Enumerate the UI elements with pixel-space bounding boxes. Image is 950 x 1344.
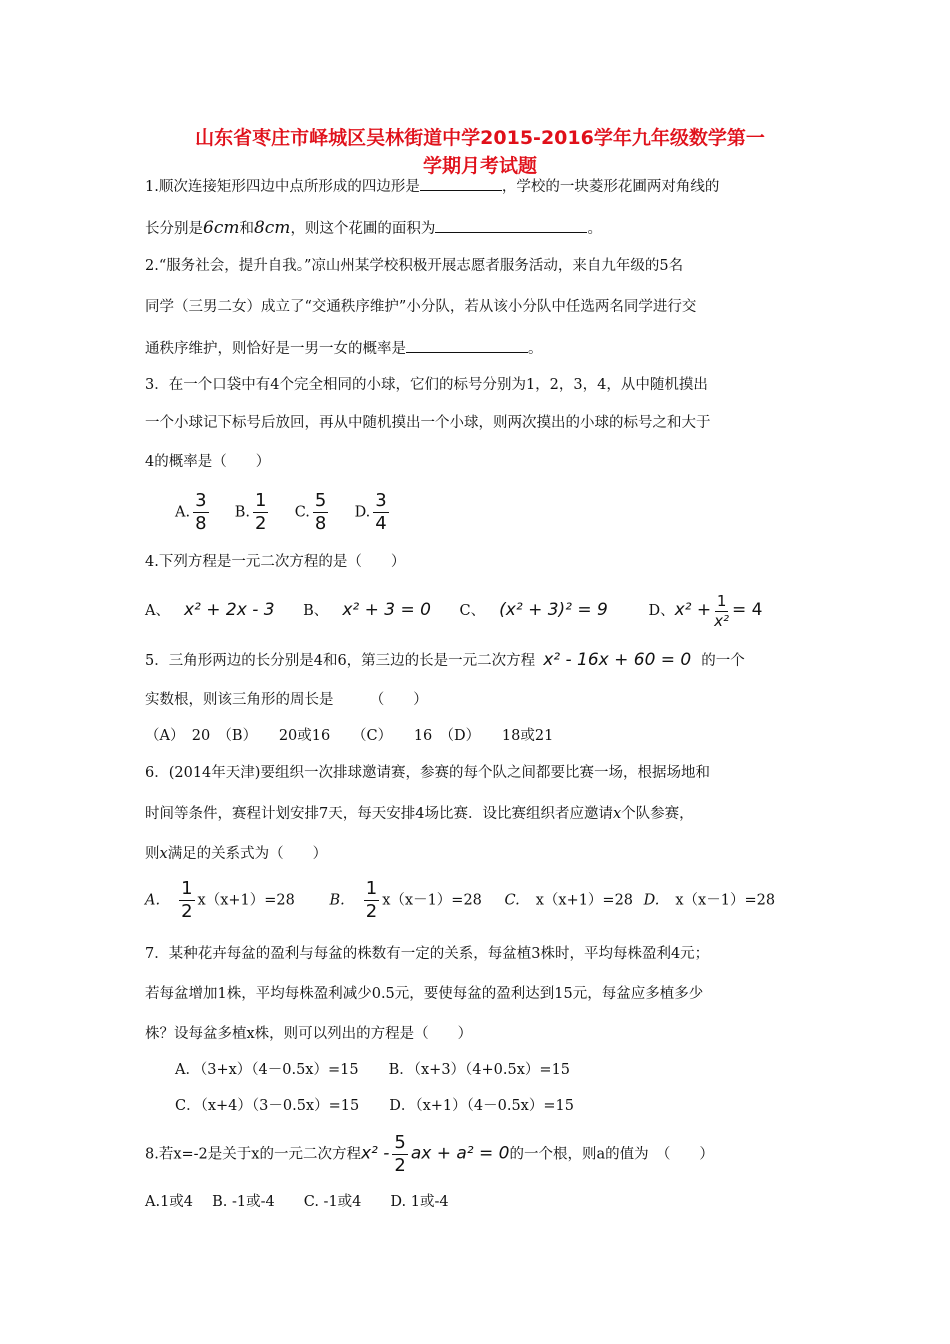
q1-text-end: 。 xyxy=(587,221,602,237)
q1-blank-1 xyxy=(420,176,502,191)
q1-text-and: 和 xyxy=(239,221,254,237)
q2-text-end: 。 xyxy=(528,341,543,357)
q8-text-b: 的一个根，则a的值为 （ ） xyxy=(509,1146,714,1163)
title-line-1: 山东省枣庄市峄城区吴林街道中学2015-2016学年九年级数学第一 xyxy=(195,127,765,149)
q4-option-d-label: D、 xyxy=(648,603,675,619)
q1-line-1 xyxy=(145,176,719,197)
q1-text-c3: ，则这个花圃的面积为 xyxy=(290,221,436,237)
q6-options xyxy=(145,880,775,921)
q6-option-a-label: A. xyxy=(145,892,161,909)
q4-option-d-eq-part2: = 4 xyxy=(732,600,763,620)
q6-var-x-2: x xyxy=(159,846,168,862)
q3-option-c-label: C. xyxy=(294,504,310,521)
q7-line-2: 若每盆增加1株，平均每株盈利减少0.5元，要使每盆的盈利达到15元，每盆应多植多少 xyxy=(145,986,704,1002)
q2-text-a: 通秩序维护，则恰好是一男一女的概率是 xyxy=(145,341,406,357)
q4-option-b-label: B、 xyxy=(303,603,329,619)
q6-option-b-expr: x（x－1）=28 xyxy=(382,892,482,909)
q6-option-b-fraction: $\frac{1}{2}$ xyxy=(365,878,378,922)
q6-option-d-label: D. xyxy=(643,892,660,909)
q4-option-d-fraction: $\frac{1}{\text{x²}}$ xyxy=(714,591,730,630)
q7-option-b: B．（x+3）（4+0.5x）=15 xyxy=(388,1062,571,1078)
q8-line-1 xyxy=(145,1134,714,1175)
q7-line-3: 株？设每盆多植x株，则可以列出的方程是（ ） xyxy=(145,1026,473,1042)
q2-blank xyxy=(406,338,528,353)
document-title xyxy=(140,124,820,180)
q1-math-8cm: 8cm xyxy=(253,218,291,238)
q6-line-3 xyxy=(145,844,327,864)
q4-option-a-eq: x² + 2x - 3 xyxy=(183,600,275,620)
q3-option-c-fraction: $\frac{5}{8}$ xyxy=(314,490,327,534)
q6-option-c-label: C. xyxy=(504,892,520,909)
q4-option-a-label: A、 xyxy=(145,603,170,619)
q7-option-d: D．（x+1）（4－0.5x）=15 xyxy=(389,1098,574,1114)
q3-option-a-fraction: $\frac{3}{8}$ xyxy=(195,490,207,534)
q1-text-c: 长分别是 xyxy=(145,221,203,237)
q3-option-d-label: D. xyxy=(354,504,371,521)
q2-line-3 xyxy=(145,338,543,359)
title-line-2: 学期月考试题 xyxy=(422,155,537,177)
q3-line-1: 3．在一个口袋中有4个完全相同的小球，它们的标号分别为1，2，3，4，从中随机摸出 xyxy=(145,377,708,393)
q5-line-2: 实数根，则该三角形的周长是 （ ） xyxy=(145,692,428,708)
q4-option-c-label: C、 xyxy=(459,603,486,619)
q6-option-c-expr: x（x+1）=28 xyxy=(535,892,634,909)
q6-text-d: 满足的关系式为（ ） xyxy=(167,846,328,862)
q3-option-a-label: A. xyxy=(175,504,191,521)
q5-equation: x² - 16x + 60 = 0 xyxy=(543,650,692,670)
q8-fraction: $\frac{5}{2}$ xyxy=(394,1132,406,1176)
q7-option-row-1 xyxy=(175,1060,570,1080)
q6-text-a: 时间等条件，赛程计划安排7天，每天安排4场比赛．设比赛组织者应邀请 xyxy=(145,806,613,822)
q3-line-2: 一个小球记下标号后放回，再从中随机摸出一个小球，则两次摸出的小球的标号之和大于 xyxy=(145,415,711,431)
q3-option-b-fraction: $\frac{1}{2}$ xyxy=(255,490,267,534)
q6-line-2 xyxy=(145,804,694,824)
q3-option-b-label: B. xyxy=(234,504,251,521)
q5-line-1 xyxy=(145,650,745,671)
q3-options xyxy=(175,492,392,533)
q4-option-b-eq: x² + 3 = 0 xyxy=(342,600,431,620)
q7-option-row-2 xyxy=(175,1096,574,1116)
q8-text-a: 8.若x=-2是关于x的一元二次方程 xyxy=(145,1146,361,1163)
q6-option-a-fraction: $\frac{1}{2}$ xyxy=(181,878,193,922)
q2-line-2: 同学（三男二女）成立了“交通秩序维护”小分队，若从该小分队中任选两名同学进行交 xyxy=(145,299,697,315)
q1-text-a: 1.顺次连接矩形四边中点所形成的四边形是 xyxy=(145,179,420,195)
q7-option-c: C．（x+4）（3－0.5x）=15 xyxy=(175,1098,360,1114)
q4-options xyxy=(145,592,763,629)
q5-text-a: 5．三角形两边的长分别是4和6，第三边的长是一元二次方程 xyxy=(145,653,536,669)
q5-options: （A） 20 （B） 20或16 （C） 16 （D） 18或21 xyxy=(145,728,554,744)
q6-option-d-expr: x（x－1）=28 xyxy=(675,892,776,909)
q1-math-6cm: 6cm xyxy=(203,218,240,238)
q4-option-c-eq: (x² + 3)² = 9 xyxy=(499,600,608,620)
q8-eq-part2: ax + a² = 0 xyxy=(410,1143,510,1164)
q7-option-a: A．（3+x）（4－0.5x）=15 xyxy=(175,1062,359,1078)
q3-line-3: 4的概率是（ ） xyxy=(145,454,271,470)
q5-text-b: 的一个 xyxy=(701,653,745,669)
q2-line-1: 2.“服务社会，提升自我。”凉山州某学校积极开展志愿者服务活动，来自九年级的5名 xyxy=(145,258,684,274)
q8-eq-part1: x² - xyxy=(360,1143,390,1164)
q1-text-b: ，学校的一块菱形花圃两对角线的 xyxy=(501,179,720,195)
q6-text-b: 个队参赛， xyxy=(621,806,694,822)
q1-line-2 xyxy=(145,218,602,239)
q6-option-b-label: B. xyxy=(329,892,345,909)
q6-var-x: x xyxy=(612,806,622,822)
q8-options: A.1或4 B. -1或-4 C. -1或4 D. 1或-4 xyxy=(145,1194,449,1210)
q6-text-c: 则 xyxy=(145,846,160,862)
q6-line-1: 6．(2014年天津)要组织一次排球邀请赛，参赛的每个队之间都要比赛一场，根据场地和 xyxy=(145,765,710,781)
q3-option-d-fraction: $\frac{3}{4}$ xyxy=(375,490,387,534)
q6-option-a-expr: x（x+1）=28 xyxy=(197,892,295,909)
q7-line-1: 7．某种花卉每盆的盈利与每盆的株数有一定的关系，每盆植3株时，平均每株盈利4元； xyxy=(145,946,710,962)
q1-blank-2 xyxy=(435,218,587,233)
q4-stem: 4.下列方程是一元二次方程的是（ ） xyxy=(145,554,406,570)
q4-option-d-eq-part1: x² + xyxy=(674,600,712,620)
